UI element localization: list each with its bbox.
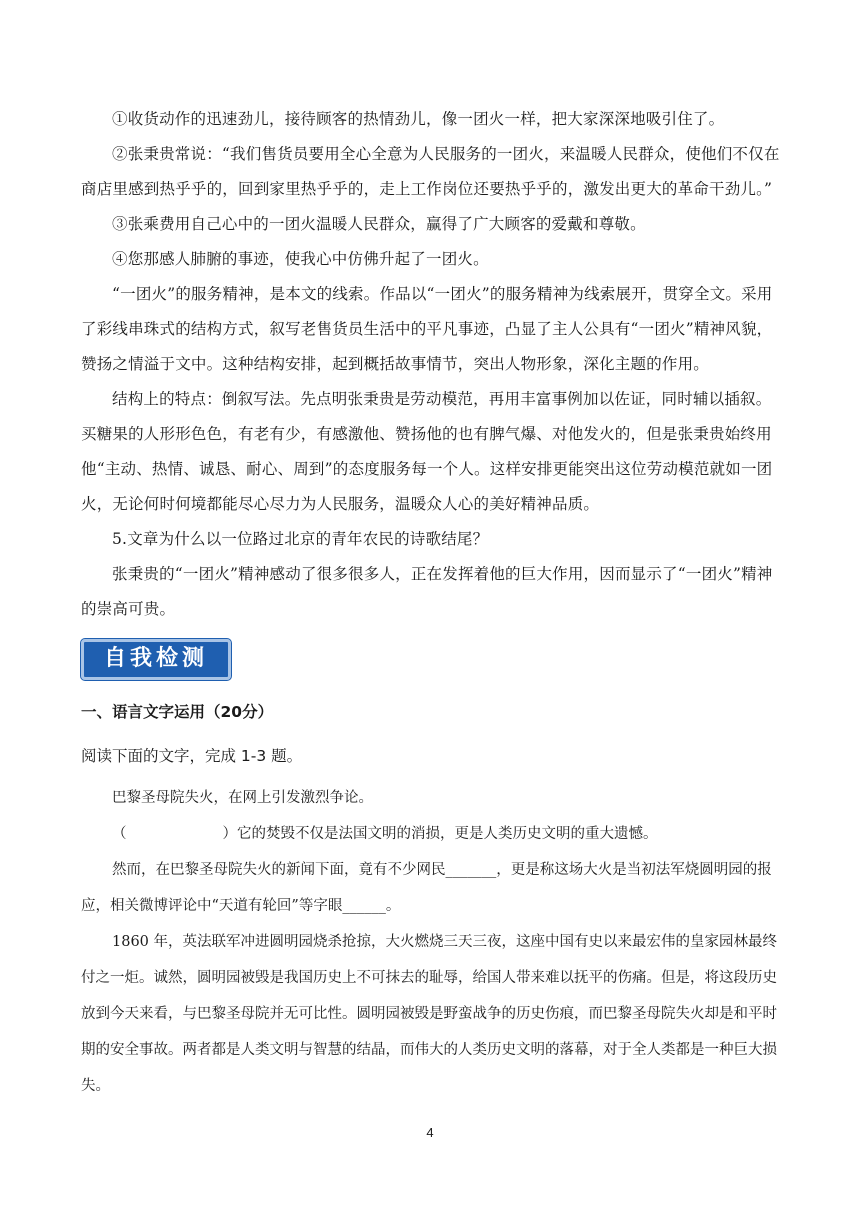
reading-paragraph-3: ③张乘费用自己心中的一团火温暖人民群众，赢得了广大顾客的爱戴和尊敬。 <box>112 215 646 233</box>
reading-paragraph-6: 结构上的特点：倒叙写法。先点明张秉贵是劳动模范，再用丰富事例加以佐证，同时辅以插叙。买糖果的人形形色色，有老有少，有感激他、赞扬他的也有脾气爆、对他发火的，但是张秉贵始终用他“主动、热情、诚恳、耐心、周到”的态度服务每一个人。这样安排更能突出这位劳动模范就如一团火，无论何时何境都能尽心尽力为人民服务，温暖众人心的美好精神品质。 <box>81 390 773 513</box>
passage-paragraph-4: 1860 年，英法联军冲进圆明园烧杀抢掠，大火燃烧三天三夜，这座中国有史以来最宏伟的皇家园林最终付之一炬。诚然，圆明园被毁是我国历史上不可抹去的耻辱，给国人带来难以抚平的伤痛。但是，将这段历史放到今天来看，与巴黎圣母院并无可比性。圆明园被毁是野蛮战争的历史伤痕，而巴黎圣母院失火却是和平时期的安全事故。两者都是人类文明与智慧的结晶，而伟大的人类历史文明的落幕，对于全人类都是一种巨大损失。 <box>81 934 778 1094</box>
passage-paragraph-2-text: ）它的焚毁不仅是法国文明的消损，更是人类历史文明的重大遗憾。 <box>222 826 658 842</box>
reading-paragraph-5: “一团火”的服务精神，是本文的线索。作品以“一团火”的服务精神为线索展开，贯穿全文。采用了彩线串珠式的结构方式，叙写老售货员生活中的平凡事迹，凸显了主人公具有“一团火”精神风貌，赞扬之情溢于文中。这种结构安排，起到概括故事情节，突出人物形象，深化主题的作用。 <box>81 285 773 373</box>
page-content <box>81 102 787 1104</box>
page-number: 4 <box>426 1125 434 1140</box>
passage-paragraph-2 <box>81 816 787 852</box>
self-check-badge: 自我检测 <box>81 639 231 680</box>
question-5: 5.文章为什么以一位路过北京的青年农民的诗歌结尾？ <box>112 530 489 548</box>
passage-paragraph-3: 然而，在巴黎圣母院失火的新闻下面，竟有不少网民_______，更是称这场大火是当初法军烧圆明园的报应，相关微博评论中“天道有轮回”等字眼______。 <box>81 862 772 914</box>
reading-paragraph-4: ④您那感人肺腑的事迹，使我心中仿佛升起了一团火。 <box>112 250 489 268</box>
section-title: 一、语言文字运用（20分） <box>81 703 274 721</box>
reading-paragraph-2: ②张秉贵常说：“我们售货员要用全心全意为人民服务的一团火，来温暖人民群众，使他们不仅在商店里感到热乎乎的，回到家里热乎乎的，走上工作岗位还要热乎乎的，激发出更大的革命干劲儿。” <box>81 145 780 198</box>
answer-5: 张秉贵的“一团火”精神感动了很多很多人，正在发挥着他的巨大作用，因而显示了“一团火”精神的崇高可贵。 <box>81 565 773 618</box>
blank-open-paren: （ <box>112 826 127 842</box>
passage-paragraph-1: 巴黎圣母院失火，在网上引发激烈争论。 <box>112 790 373 806</box>
reading-paragraph-1: ①收货动作的迅速劲儿，接待顾客的热情劲儿，像一团火一样，把大家深深地吸引住了。 <box>112 110 725 128</box>
instruction-text: 阅读下面的文字，完成 1-3 题。 <box>81 747 303 765</box>
